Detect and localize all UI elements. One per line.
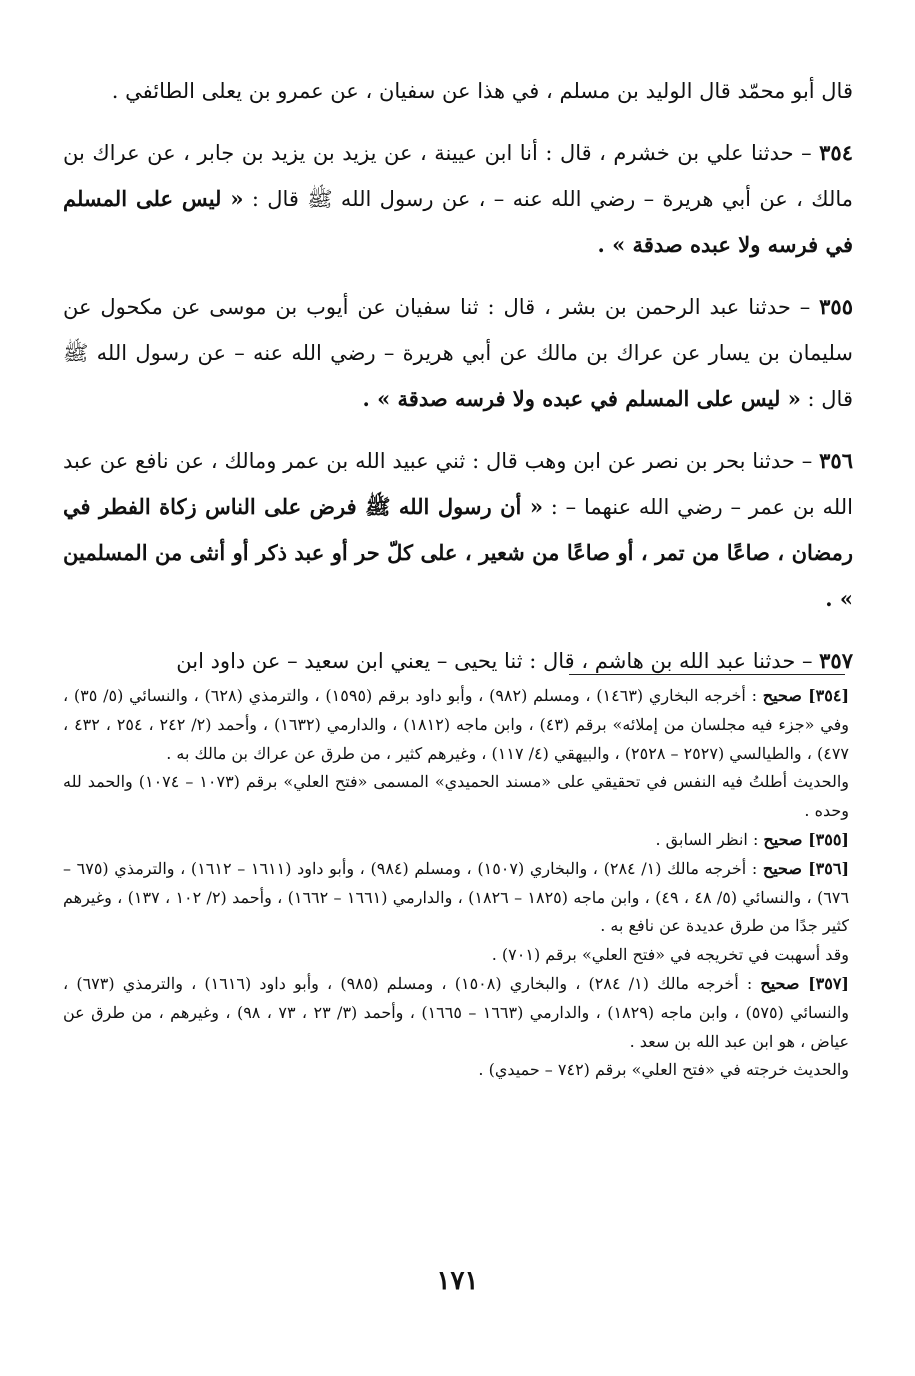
footnote-356-continued: وقد أسهبت في تخريجه في «فتح العلي» برقم (٧٠١) . bbox=[491, 945, 849, 965]
footnote-ref: [٣٥٦] صحيح bbox=[762, 858, 850, 878]
hadith-number: ٣٥٧ bbox=[819, 648, 853, 673]
footnote-357-continued: والحديث خرجته في «فتح العلي» برقم (٧٤٢ – حميدي) . bbox=[478, 1060, 849, 1080]
hadith-matn: « أن رسول الله ﷺ فرض على الناس زكاة الفطر في رمضان ، صاعًا من تمر ، أو صاعًا من شعير ، على كلّ حر أو عبد ذكر أو أنثى من المسلمين » . bbox=[63, 494, 853, 611]
hadith-number: ٣٥٦ bbox=[819, 448, 853, 473]
isnad-text: – حدثنا عبد الله بن هاشم ، قال : ثنا يحيى – يعني ابن سعيد – عن داود ابن bbox=[176, 649, 820, 673]
footnote-354-continued: والحديث أطلتُ فيه النفس في تحقيقي على «مسند الحميدي» المسمى «فتح العلي» برقم (١٠٧٣ – ١٠٧٤) والحمد لله وحده . bbox=[63, 772, 850, 821]
hadith-357 bbox=[63, 638, 853, 684]
hadith-number: ٣٥٤ bbox=[819, 140, 853, 165]
isnad-text: – حدثنا علي بن خشرم ، قال : أنا ابن عيينة ، عن يزيد بن يزيد بن جابر ، عن عراك بن مالك ، عن أبي هريرة – رضي الله عنه – ، عن رسول الله ﷺ قال : bbox=[63, 141, 853, 211]
footnote-ref: [٣٥٤] صحيح bbox=[762, 686, 850, 705]
intro-paragraph bbox=[63, 68, 853, 114]
hadith-matn: « ليس على المسلم في فرسه ولا عبده صدقة » . bbox=[63, 186, 853, 257]
hadith-355 bbox=[63, 284, 853, 422]
footnote-text: : أخرجه مالك (١/ ٢٨٤) ، والبخاري (١٥٠٨) ، ومسلم (٩٨٥) ، وأبو داود (١٦١٦) ، والترمذي (٦٧٣) ، والنسائي (٥٧٥) ، وابن ماجه (١٨٢٩) ، والدارمي (١٦٦٣ – ١٦٦٥) ، وأحمد (٣/ ٢٣ ، ٧٣ ، ٩٨) ، وغيرهم ، من طرق عن عياض ، هو ابن عبد الله بن سعد . bbox=[63, 973, 849, 1051]
footnote-356 bbox=[63, 855, 849, 941]
hadith-356 bbox=[63, 438, 853, 622]
footnote-ref: [٣٥٥] صحيح bbox=[763, 829, 849, 849]
isnad-text: – حدثنا بحر بن نصر عن ابن وهب قال : ثني عبيد الله بن عمر ومالك ، عن نافع عن عبد الله بن عمر – رضي الله عنهما – : bbox=[63, 449, 853, 519]
hadith-354 bbox=[63, 130, 853, 268]
footnote-text: : أخرجه مالك (١/ ٢٨٤) ، والبخاري (١٥٠٧) ، ومسلم (٩٨٤) ، وأبو داود (١٦١١ – ١٦١٢) ، والترمذي (٦٧٥ – ٦٧٦) ، والنسائي (٥/ ٤٨ ، ٤٩) ، وابن ماجه (١٨٢٥ – ١٨٢٦) ، والدارمي (١٦٦١ – ١٦٦٢) ، وأحمد (٢/ ١٠٢ ، ١٣٧) ، وغيرهم كثير جدًا من طرق عديدة عن نافع به . bbox=[63, 858, 850, 936]
footnote-354 bbox=[63, 682, 849, 768]
isnad-text: – حدثنا عبد الرحمن بن بشر ، قال : ثنا سفيان عن أيوب بن موسى عن مكحول عن سليمان بن يسار عن عراك بن مالك عن أبي هريرة – رضي الله عنه – عن رسول الله ﷺ قال : bbox=[63, 295, 853, 411]
footnote-divider bbox=[569, 674, 845, 675]
footnote-text: : انظر السابق . bbox=[655, 829, 764, 849]
footnotes bbox=[63, 682, 849, 1085]
footnote-355 bbox=[63, 826, 849, 855]
hadith-matn: « ليس على المسلم في عبده ولا فرسه صدقة » . bbox=[362, 386, 801, 411]
intro-text: قال أبو محمّد قال الوليد بن مسلم ، في هذا عن سفيان ، عن عمرو بن يعلى الطائفي . bbox=[111, 79, 853, 103]
footnote-357 bbox=[63, 970, 849, 1056]
footnote-text: : أخرجه البخاري (١٤٦٣) ، ومسلم (٩٨٢) ، وأبو داود برقم (١٥٩٥) ، والترمذي (٦٢٨) ، والنسائي (٥/ ٣٥) ، وفي «جزء فيه مجلسان من إملائه» برقم (٤٣) ، وابن ماجه (١٨١٢) ، والدارمي (١٦٣٢) ، وأحمد (٢/ ٢٤٢ ، ٢٥٤ ، ٤٣٢ ، ٤٧٧) ، والطيالسي (٢٥٢٧ – ٢٥٢٨) ، والبيهقي (٤/ ١١٧) ، وغيرهم كثير ، من طرق عن عراك بن مالك به . bbox=[63, 686, 850, 763]
footnote-ref: [٣٥٧] صحيح bbox=[760, 973, 849, 993]
page-number: ١٧١ bbox=[436, 1266, 479, 1296]
hadith-number: ٣٥٥ bbox=[819, 294, 853, 319]
main-text bbox=[63, 68, 853, 700]
